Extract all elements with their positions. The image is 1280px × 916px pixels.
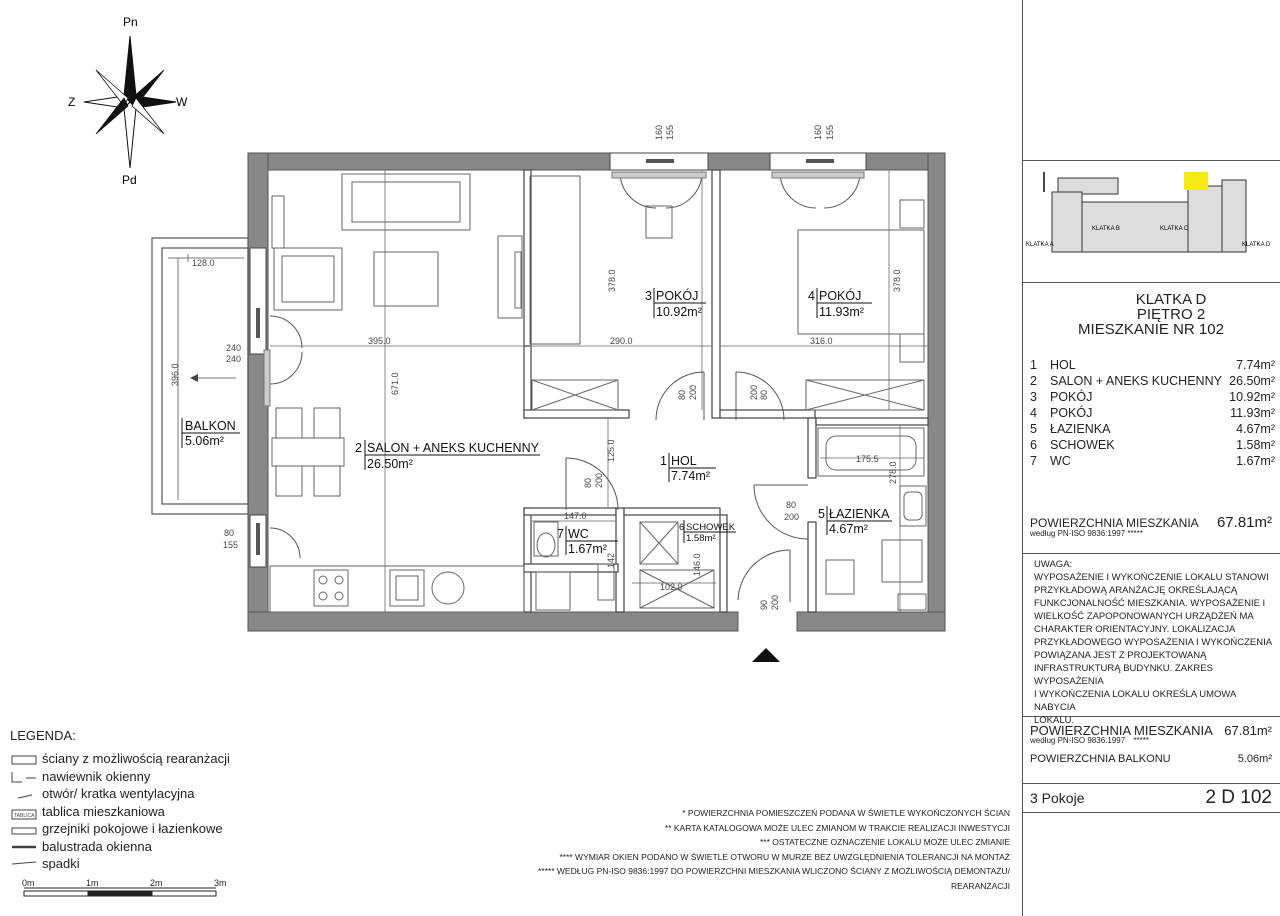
footnote: *** OSTATECZNE OZNACZENIE LOKALU MOŻE ULEC ZMIANIE: [760, 837, 1010, 847]
svg-text:SALON + ANEKS KUCHENNY: SALON + ANEKS KUCHENNY: [367, 441, 539, 455]
pietro-title: PIĘTRO 2: [1136, 306, 1206, 323]
mieszkanie-title: MIESZKANIE NR 102: [1078, 321, 1224, 338]
outer-walls: [248, 153, 945, 631]
room-label-lazienka: [818, 506, 892, 536]
svg-text:4: 4: [808, 289, 815, 303]
dim-window-c: 160: [654, 124, 664, 140]
legend-item: balustrada okienna: [42, 838, 152, 854]
list-item: 1 HOL 7.74m²: [1030, 358, 1275, 372]
apartment-code-bar: [1030, 787, 1272, 809]
dim-door-4b: 200: [749, 384, 759, 400]
key-plan: [1022, 162, 1280, 280]
dim-balcony-width: 128.0: [192, 258, 215, 268]
legend-symbols: [12, 756, 36, 864]
legend-item: nawiewnik okienny: [42, 768, 151, 784]
klatka-title: KLATKA D: [1135, 291, 1207, 308]
dim-wc-width: 147.0: [564, 511, 587, 521]
uwaga-line: POWIĄZANA JEST Z PROJEKTOWANĄ: [1034, 650, 1207, 661]
list-item: 2 SALON + ANEKS KUCHENNY 26.50m²: [1030, 374, 1275, 388]
area2-sub: według PN-ISO 9836:1997: [1030, 736, 1126, 745]
dim-window-b: 155: [223, 540, 239, 550]
svg-text:3: 3: [645, 289, 652, 303]
uwaga-title: UWAGA:: [1034, 559, 1073, 570]
entrance-arrow: [752, 648, 780, 662]
balcony-area-label: POWIERZCHNIA BALKONU: [1030, 753, 1171, 765]
dim-bath-door-b: 200: [784, 512, 800, 522]
footnote: * POWIERZCHNIA POMIESZCZEŃ PODANA W ŚWIETLE WYKOŃCZONYCH ŚCIAN: [682, 808, 1010, 818]
list-item: 3 POKÓJ 10.92m²: [1030, 390, 1275, 404]
svg-text:10.92m²: 10.92m²: [656, 305, 702, 319]
list-item: 4 POKÓJ 11.93m²: [1030, 406, 1275, 420]
room-count: 3 Pokoje: [1030, 790, 1085, 806]
area-sub: według PN-ISO 9836:1997 *****: [1030, 529, 1143, 538]
list-item: 7 WC 1.67m²: [1030, 454, 1275, 468]
uwaga-line: WIELKOŚĆ ZAPOPONOWANYCH URZĄDZEŃ MA: [1034, 611, 1254, 622]
dim-hall: 125.0: [606, 439, 616, 462]
doors: [270, 172, 860, 602]
key-klatka-c: KLATKA C: [1160, 226, 1189, 232]
scale-bar: [24, 888, 216, 896]
uwaga-line: PRZYKŁADOWĄ ARANŻACJĘ OKREŚLAJĄCĄ: [1034, 585, 1238, 596]
compass-rose: [84, 36, 176, 168]
svg-text:SCHOWEK: SCHOWEK: [686, 522, 736, 533]
dim-entry-b: 200: [770, 594, 780, 610]
list-item: 6 SCHOWEK 1.58m²: [1030, 438, 1275, 452]
svg-text:1: 1: [660, 454, 667, 468]
scale-2: 2m: [150, 878, 163, 888]
room-label-salon: [355, 440, 540, 471]
legend-item: grzejniki pokojowe i łazienkowe: [42, 821, 223, 836]
dim-wc-door-b: 200: [594, 472, 604, 488]
uwaga-line: INFRASTRUKTURĄ BUDYNKU. ZAKRES WYPOSAŻENIA: [1034, 663, 1213, 687]
legend-item: tablica mieszkaniowa: [42, 803, 165, 819]
svg-text:6: 6: [679, 522, 685, 533]
dim-bath-door-a: 80: [786, 500, 797, 510]
svg-text:7: 7: [557, 527, 564, 541]
uwaga-line: I WYKOŃCZENIA LOKALU OKREŚLA UMOWA NABYCIA: [1034, 689, 1236, 713]
svg-text:POKÓJ: POKÓJ: [819, 289, 862, 303]
area-label: POWIERZCHNIA MIESZKANIA: [1030, 516, 1199, 530]
legend-tablica-tag: TABLICA: [14, 813, 35, 819]
dim-balcony-height: 396.0: [170, 363, 180, 386]
dim-bath-height: 278.0: [888, 461, 898, 484]
footnote: REARANŻACJI: [950, 880, 1010, 891]
sidebar-border-left: [1022, 0, 1023, 916]
dim-window-e: 160: [813, 124, 823, 140]
dim-storage-height: 146.0: [692, 553, 702, 576]
uwaga-line: CHARAKTER ORIENTACYJNY. LOKALIZACJA: [1034, 624, 1236, 635]
svg-text:7.74m²: 7.74m²: [671, 469, 710, 483]
uwaga-note: [1034, 558, 1274, 727]
divider: [1022, 812, 1280, 813]
dim-window-d: 155: [665, 124, 675, 140]
dim-window-f: 155: [825, 124, 835, 140]
dim-wc-door-a: 80: [583, 477, 593, 488]
svg-text:BALKON: BALKON: [185, 419, 236, 433]
dim-storage-width: 102.0: [660, 582, 683, 592]
dim-door-b: 240: [226, 354, 242, 364]
balcony-label: [182, 418, 240, 448]
room-label-hol: [660, 453, 716, 483]
dim-room4-height: 378.0: [892, 269, 902, 292]
svg-text:POKÓJ: POKÓJ: [656, 289, 699, 303]
svg-text:26.50m²: 26.50m²: [367, 457, 413, 471]
legend-item: ściany z możliwością rearanżacji: [42, 751, 230, 766]
apartment-code: 2 D 102: [1205, 787, 1272, 808]
compass-s: Pd: [122, 173, 137, 187]
key-plan-drawing: [1022, 162, 1280, 280]
dim-door-4a: 80: [759, 389, 769, 400]
svg-text:1.58m²: 1.58m²: [686, 533, 716, 544]
area-summary: [1030, 514, 1272, 538]
divider: [1022, 783, 1280, 784]
list-item: 5 ŁAZIENKA 4.67m²: [1030, 422, 1275, 436]
dim-door-3a: 80: [677, 389, 687, 400]
area2-stars: *****: [1133, 736, 1149, 745]
scale-1: 1m: [86, 878, 99, 888]
dim-bath-width: 175.5: [856, 454, 879, 464]
dim-room3-width: 290.0: [610, 336, 633, 346]
footnotes: [430, 806, 1010, 893]
divider: [1022, 160, 1280, 161]
key-klatka-a: KLATKA A: [1026, 242, 1054, 248]
room-list: [1030, 358, 1275, 470]
legend-title: LEGENDA:: [10, 728, 76, 743]
balcony: [152, 238, 248, 514]
uwaga-line: WYPOSAŻENIE I WYKOŃCZENIE LOKALU STANOWI: [1034, 572, 1269, 583]
room-label-pokoj-3: [645, 288, 706, 319]
area2-label: POWIERZCHNIA MIESZKANIA: [1030, 723, 1213, 738]
scale-3: 3m: [214, 878, 227, 888]
uwaga-line: LOKALU.: [1034, 715, 1075, 726]
divider: [1022, 553, 1280, 554]
key-klatka-d: KLATKA D: [1242, 242, 1271, 248]
area2-value: 67.81m²: [1224, 723, 1272, 738]
divider: [1022, 282, 1280, 283]
compass-n: Pn: [123, 15, 138, 29]
dim-living-width: 395.0: [368, 336, 391, 346]
footnote: ***** WEDŁUG PN-ISO 9836:1997 DO POWIERZCHNI MIESZKANIA WLICZONO ŚCIANY Z MOŻLIWOŚCIĄ DEMONTAŻU/: [538, 866, 1010, 876]
dim-entry-a: 90: [759, 599, 769, 610]
uwaga-line: FUNKCJONALNOŚĆ MIESZKANIA. WYPOSAŻENIE I: [1034, 598, 1266, 609]
svg-text:11.93m²: 11.93m²: [819, 305, 864, 319]
area-value: 67.81m²: [1216, 514, 1272, 531]
room-label-wc: [557, 526, 618, 556]
svg-text:5.06m²: 5.06m²: [185, 434, 224, 448]
compass-e: W: [176, 95, 188, 109]
footnote: ** KARTA KATALOGOWA MOŻE ULEC ZMIANOM W TRAKCIE REALIZACJI INWESTYCJI: [664, 822, 1010, 833]
svg-text:2: 2: [355, 441, 362, 455]
legend: [42, 750, 230, 873]
svg-text:1.67m²: 1.67m²: [568, 542, 607, 556]
legend-item: spadki: [42, 856, 80, 871]
dim-living-height: 671.0: [390, 372, 400, 395]
svg-text:HOL: HOL: [671, 454, 697, 468]
dim-wc-height: 142: [606, 552, 616, 568]
dim-door-3b: 200: [688, 384, 698, 400]
dim-door-a: 240: [226, 343, 242, 353]
dim-room4-width: 316.0: [810, 336, 833, 346]
svg-text:WC: WC: [568, 527, 589, 541]
key-klatka-b: KLATKA B: [1092, 226, 1120, 232]
compass-w: Z: [68, 95, 76, 109]
svg-text:ŁAZIENKA: ŁAZIENKA: [829, 507, 890, 521]
room-label-pokoj-4: [808, 288, 872, 319]
svg-text:5: 5: [818, 507, 825, 521]
balcony-area-value: 5.06m²: [1237, 753, 1272, 765]
scale-0: 0m: [22, 878, 35, 888]
legend-item: otwór/ kratka wentylacyjna: [42, 786, 195, 801]
svg-text:4.67m²: 4.67m²: [829, 522, 868, 536]
footnote: **** WYMIAR OKIEN PODANO W ŚWIETLE OTWORU W MURZE BEZ UWZGLĘDNIENIA TOLERANCJI NA MONTAŻ: [559, 851, 1010, 862]
dim-window-a: 80: [224, 528, 235, 538]
dim-room3-height: 378.0: [607, 269, 617, 292]
area-summary-2: [1030, 723, 1272, 765]
uwaga-line: PRZYKŁADOWEGO WYPOSAŻENIA I WYKOŃCZENIA: [1034, 637, 1273, 648]
